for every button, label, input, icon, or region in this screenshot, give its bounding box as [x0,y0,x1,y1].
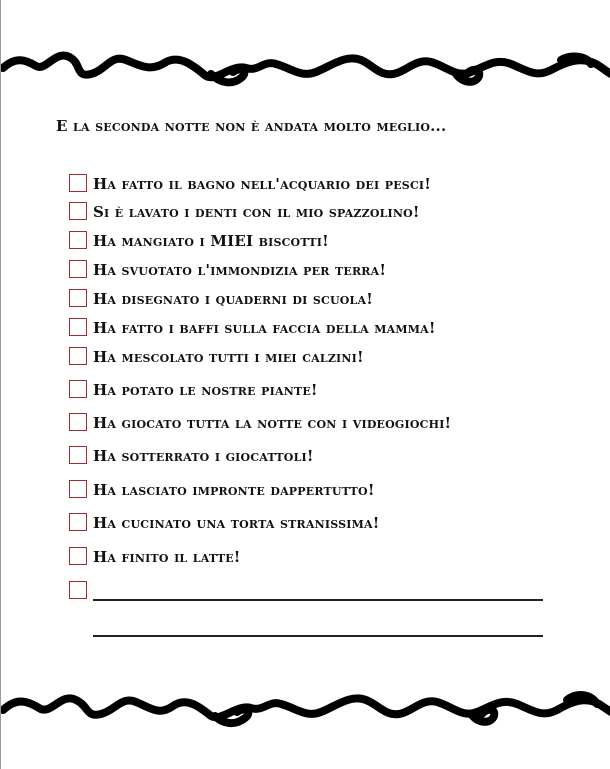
checklist-item-label: Ha lasciato impronte dappertutto! [93,481,375,499]
checklist-item-label: Ha potato le nostre piante! [93,381,318,399]
checkbox[interactable] [69,581,87,599]
checklist-item-label: Ha sotterrato i giocattoli! [93,447,314,465]
checklist-item-label: Ha mescolato tutti i miei calzini! [93,348,364,366]
checklist-item[interactable] [69,480,589,502]
checklist-item-label: Ha fatto il bagno nell'acquario dei pesci! [93,175,432,193]
checklist-item[interactable] [69,413,589,435]
checklist-item[interactable] [69,347,589,369]
checklist-item-label: Ha giocato tutta la notte con i videogiochi! [93,414,452,432]
checklist-item[interactable] [69,174,589,196]
checkbox[interactable] [69,380,87,398]
checklist-item[interactable] [69,380,589,402]
checkbox[interactable] [69,202,87,220]
checklist-item-label: Ha disegnato i quaderni di scuola! [93,290,373,308]
top-squiggle-border [1,38,610,98]
checklist-item-label: Ha cucinato una torta stranissima! [93,514,380,532]
checklist-item[interactable] [69,231,589,253]
checkbox[interactable] [69,547,87,565]
checklist-item[interactable] [69,446,589,468]
checklist-item[interactable] [69,513,589,535]
checkbox[interactable] [69,260,87,278]
checkbox[interactable] [69,318,87,336]
intro-text: E la seconda notte non è andata molto meglio... [56,117,447,135]
checklist-item[interactable] [69,260,589,282]
checklist-item[interactable] [69,289,589,311]
checklist-item-label: Ha mangiato i MIEI biscotti! [93,232,329,250]
checklist-item-label: Ha svuotato l'immondizia per terra! [93,261,387,279]
checklist-item[interactable] [69,318,589,340]
checkbox[interactable] [69,446,87,464]
checkbox[interactable] [69,513,87,531]
checkbox[interactable] [69,289,87,307]
checkbox[interactable] [69,413,87,431]
checklist-item-label: Ha fatto i baffi sulla faccia della mamma! [93,319,436,337]
write-line[interactable] [93,635,543,637]
checkbox[interactable] [69,231,87,249]
checkbox[interactable] [69,347,87,365]
checklist-item-label: Si è lavato i denti con il mio spazzolino! [93,203,420,221]
checkbox[interactable] [69,480,87,498]
checklist-item[interactable] [69,202,589,224]
checklist-item[interactable] [69,547,589,569]
checkbox[interactable] [69,174,87,192]
bottom-squiggle-border [1,678,610,738]
write-line[interactable] [93,599,543,601]
checklist-item-label: Ha finito il latte! [93,548,241,566]
